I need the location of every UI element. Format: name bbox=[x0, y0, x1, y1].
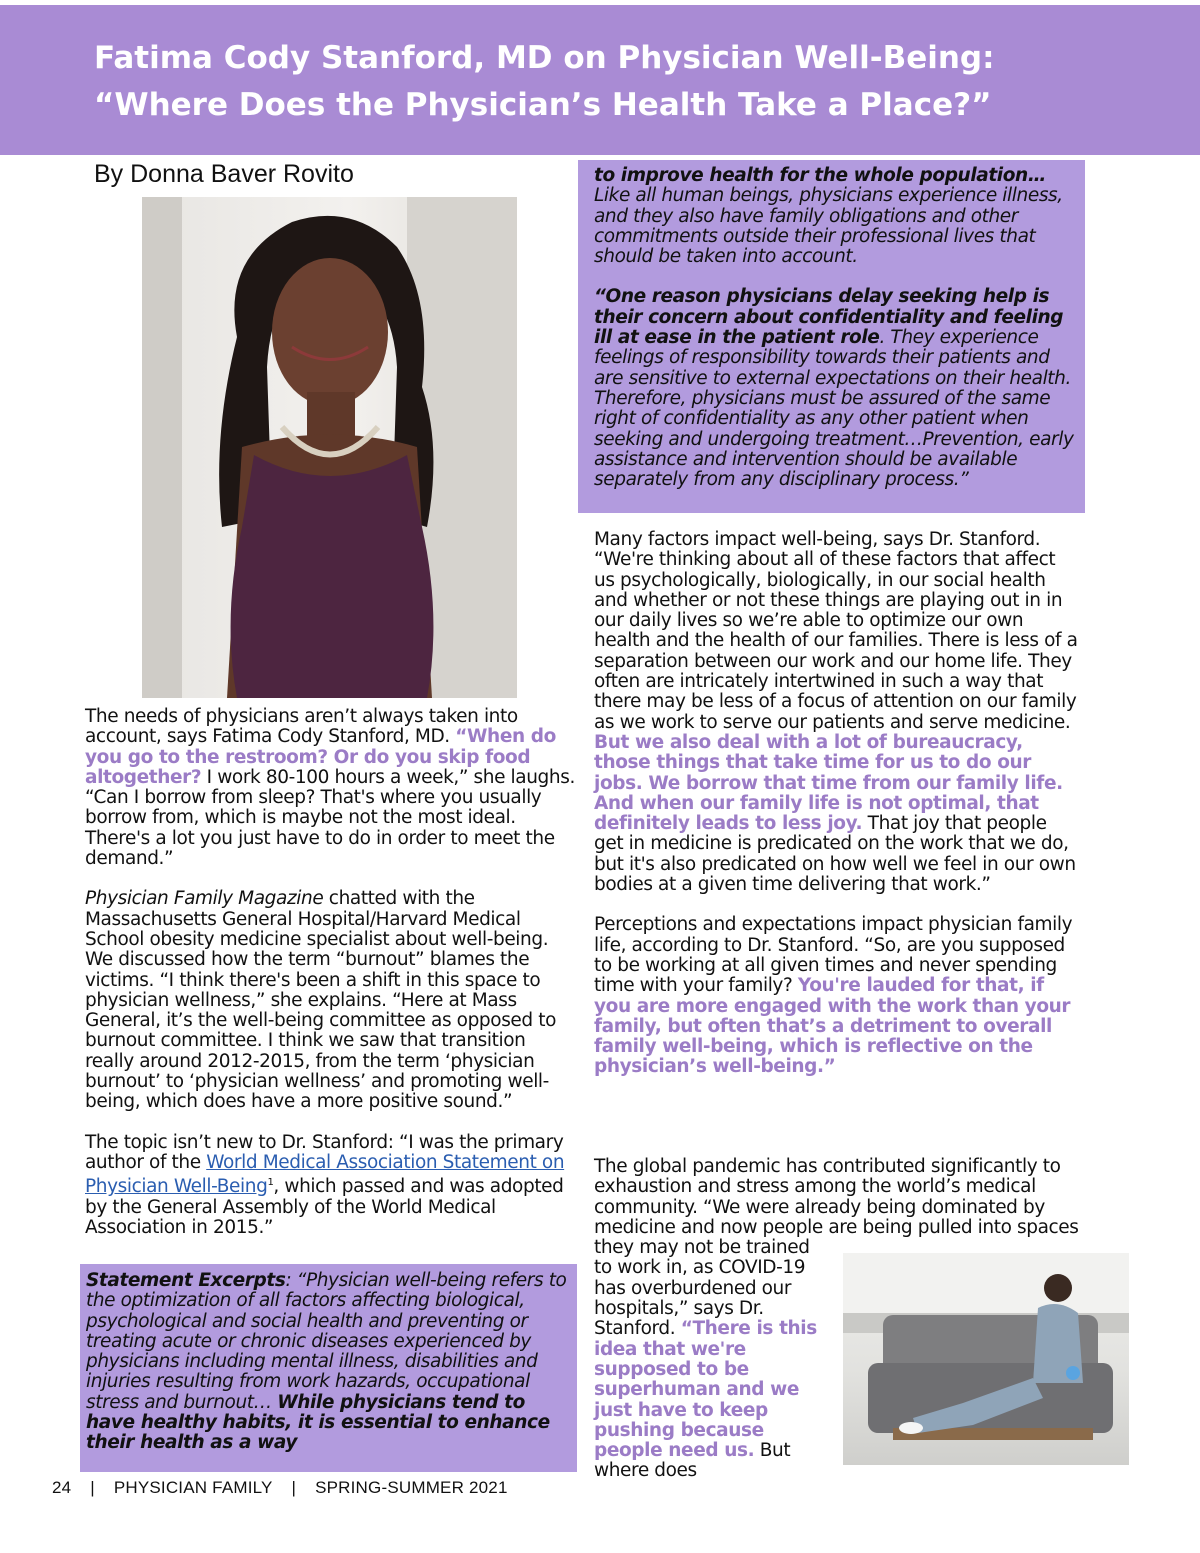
text: chatted with the Massachusetts General Hospital/Harvard Medical School obesity medicine specialist about well-being. We discussed how the term “burnout” blames the victims. “I think there's been a shift in this space to physician wellness,” she explains. “Here at Mass General, it’s the well-being committee as opposed to burnout committee. I think we saw that transition really around 2012-2015, from the term ‘physician burnout’ to ‘physician wellness’ and promoting well-being, which does have a more positive sound.” bbox=[85, 888, 557, 1113]
excerpt-bold: to improve health for the whole population… bbox=[594, 165, 1046, 186]
left-paragraph-3 bbox=[85, 1133, 575, 1239]
statement-excerpts-box-right bbox=[578, 160, 1085, 513]
left-column bbox=[85, 707, 575, 1258]
text: : bbox=[285, 1270, 297, 1291]
right-paragraph-1 bbox=[594, 530, 1079, 895]
pull-quote: “There is this idea that we're supposed to be superhuman and we just have to keep pushing because people need us. bbox=[594, 1318, 817, 1462]
wma-statement-link[interactable]: World Medical Association Statement on Physician Well-Being bbox=[85, 1151, 565, 1198]
left-paragraph-1 bbox=[85, 707, 575, 869]
excerpt-bold: “One reason physicians delay seeking help is their concern about confidentiality and feeling ill at ease in the patient role bbox=[594, 286, 1064, 349]
magazine-title: PHYSICIAN FAMILY bbox=[113, 1478, 273, 1497]
article-title bbox=[94, 35, 1174, 129]
pull-quote: “When do you go to the restroom? Or do you skip food altogether? bbox=[85, 726, 556, 788]
text: Many factors impact well-being, says Dr. Stanford. “We're thinking about all of these factors that affect us psychologically, biologically, in our social health and whether or not these things are playing out in in our daily lives so we’re able to optimize our own health and the health of our families. There is less of a separation between our work and our home life. They often are intricately intertwined in such a way that there may be less of a focus of attention on our family as we work to serve our patients and serve medicine. bbox=[594, 529, 1078, 733]
text: Perceptions and expectations impact physician family life, according to Dr. Stanford. “So, are you supposed to be working at all given times and never spending time with your family? bbox=[594, 914, 1073, 997]
right-paragraph-2 bbox=[594, 915, 1079, 1077]
excerpt-text: “Physician well-being refers to the optimization of all factors affecting biological, psychological and social health and preventing or treating acute or chronic diseases experienced by physicians including mental illness, disabilities and injuries resulting from work hazards, occupational stress and burnout… bbox=[86, 1270, 567, 1413]
footer-separator: | bbox=[90, 1478, 95, 1497]
article-title-line2: “Where Does the Physician’s Health Take a Place?” bbox=[94, 87, 992, 123]
resting-physician-illustration bbox=[843, 1253, 1129, 1465]
title-banner bbox=[0, 5, 1200, 155]
byline: By Donna Baver Rovito bbox=[94, 160, 354, 188]
excerpt-label: Statement Excerpts bbox=[86, 1270, 286, 1291]
excerpt-bold: While physicians tend to have healthy habits, it is essential to enhance their health as a way bbox=[86, 1391, 550, 1454]
article-title-line1: Fatima Cody Stanford, MD on Physician Well-Being: bbox=[94, 40, 995, 76]
pull-quote: You're lauded for that, if you are more engaged with the work than your family, but often that’s a detriment to overall family well-being, which is reflective on the physician’s well-being.” bbox=[594, 975, 1071, 1078]
statement-excerpts-box-left bbox=[80, 1264, 577, 1472]
footer-separator: | bbox=[291, 1478, 297, 1497]
portrait-illustration bbox=[142, 197, 517, 698]
excerpt-text: . They experience feelings of responsibility towards their patients and are sensitive to external expectations on their health. Therefore, physicians must be assured of the same right of confidentiality as any other patient when seeking and undergoing treatment…Prevention, early assistance and intervention should be available separately from any disciplinary process.” bbox=[594, 327, 1074, 491]
text: That joy that people get in medicine is predicated on the work that we do, but it's also predicated on how well we feel in our own bodies at a given time delivering that work.” bbox=[594, 813, 1076, 896]
excerpt-right-paragraph-2 bbox=[594, 287, 1075, 490]
excerpt-right-paragraph-1 bbox=[594, 166, 1075, 267]
page-footer bbox=[52, 1478, 522, 1498]
text: The topic isn’t new to Dr. Stanford: “I was the primary author of the bbox=[85, 1131, 564, 1173]
left-paragraph-2 bbox=[85, 889, 575, 1112]
footnote-marker: 1 bbox=[267, 1177, 274, 1189]
portrait-photo bbox=[142, 197, 517, 698]
text: I work 80-100 hours a week,” she laughs. “Can I borrow from sleep? That's where you usually borrow from, which is maybe not the most ideal. There's a lot you just have to do in order to meet the demand.” bbox=[85, 766, 575, 870]
issue-label: SPRING-SUMMER 2021 bbox=[315, 1478, 508, 1497]
magazine-name: Physician Family Magazine bbox=[85, 888, 324, 910]
text: , which passed and was adopted by the General Assembly of the World Medical Association in 2015.” bbox=[85, 1176, 564, 1238]
right-column bbox=[594, 530, 1079, 1098]
text: The needs of physicians aren’t always taken into account, says Fatima Cody Stanford, MD. bbox=[85, 706, 518, 748]
resting-physician-photo bbox=[843, 1253, 1129, 1465]
text: But where does bbox=[594, 1440, 791, 1482]
pull-quote: But we also deal with a lot of bureaucracy, those things that take time for us to do our jobs. We borrow that time from our family life. And when our family life is not optimal, that definitely leads to less joy. bbox=[594, 731, 1063, 835]
text: The global pandemic has contributed significantly to exhaustion and stress among the world’s medical community. “We were already being dominated by medicine and now people are being pulled into spaces they may not be trained to work in, as COVID-19 has overburdened our hospitals,” says Dr. Stanford. bbox=[594, 1156, 1079, 1340]
excerpt-text: Like all human beings, physicians experience illness, and they also have family obligations and other commitments outside their professional lives that should be taken into account. bbox=[594, 185, 1063, 268]
page-number: 24 bbox=[52, 1478, 72, 1497]
